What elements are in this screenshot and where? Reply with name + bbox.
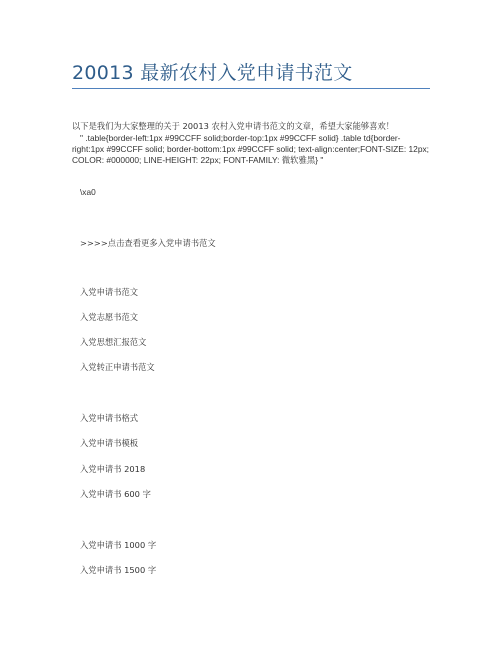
- link-item[interactable]: 入党申请书范文: [80, 287, 139, 297]
- link-item[interactable]: 入党申请书 1000 字: [80, 540, 157, 550]
- intro-paragraph: [72, 121, 432, 167]
- intro-text: 以下是我们为大家整理的关于 20013 农村入党申请书范文的文章，希望大家能够喜欢！: [72, 121, 395, 131]
- link-item[interactable]: 入党申请书格式: [80, 413, 139, 423]
- link-item[interactable]: 入党申请书模板: [80, 438, 139, 448]
- link-item[interactable]: 入党申请书 2018: [80, 464, 146, 474]
- link-item[interactable]: 入党申请书 600 字: [80, 489, 151, 499]
- title-divider: [72, 88, 430, 89]
- link-item[interactable]: 入党转正申请书范文: [80, 362, 155, 372]
- link-item[interactable]: 入党志愿书范文: [80, 312, 139, 322]
- document-title: 20013 最新农村入党申请书范文: [72, 62, 353, 84]
- link-item[interactable]: 入党申请书 1500 字: [80, 565, 157, 575]
- xa0-text: \xa0: [80, 187, 96, 197]
- intro-css-text: " .table{border-left:1px #99CCFF solid;border-top:1px #99CCFF solid} .table td{border-right:1px #99CCFF solid; border-bottom:1px #99CCFF solid; text-align:center;FONT-SIZE: 12px; COLOR: #000000; LINE-HEIGHT: 22px; FONT-FAMILY: 微软雅黑} ": [72, 133, 430, 166]
- link-item[interactable]: 入党思想汇报范文: [80, 337, 147, 347]
- more-link[interactable]: >>>>点击查看更多入党申请书范文: [80, 238, 216, 248]
